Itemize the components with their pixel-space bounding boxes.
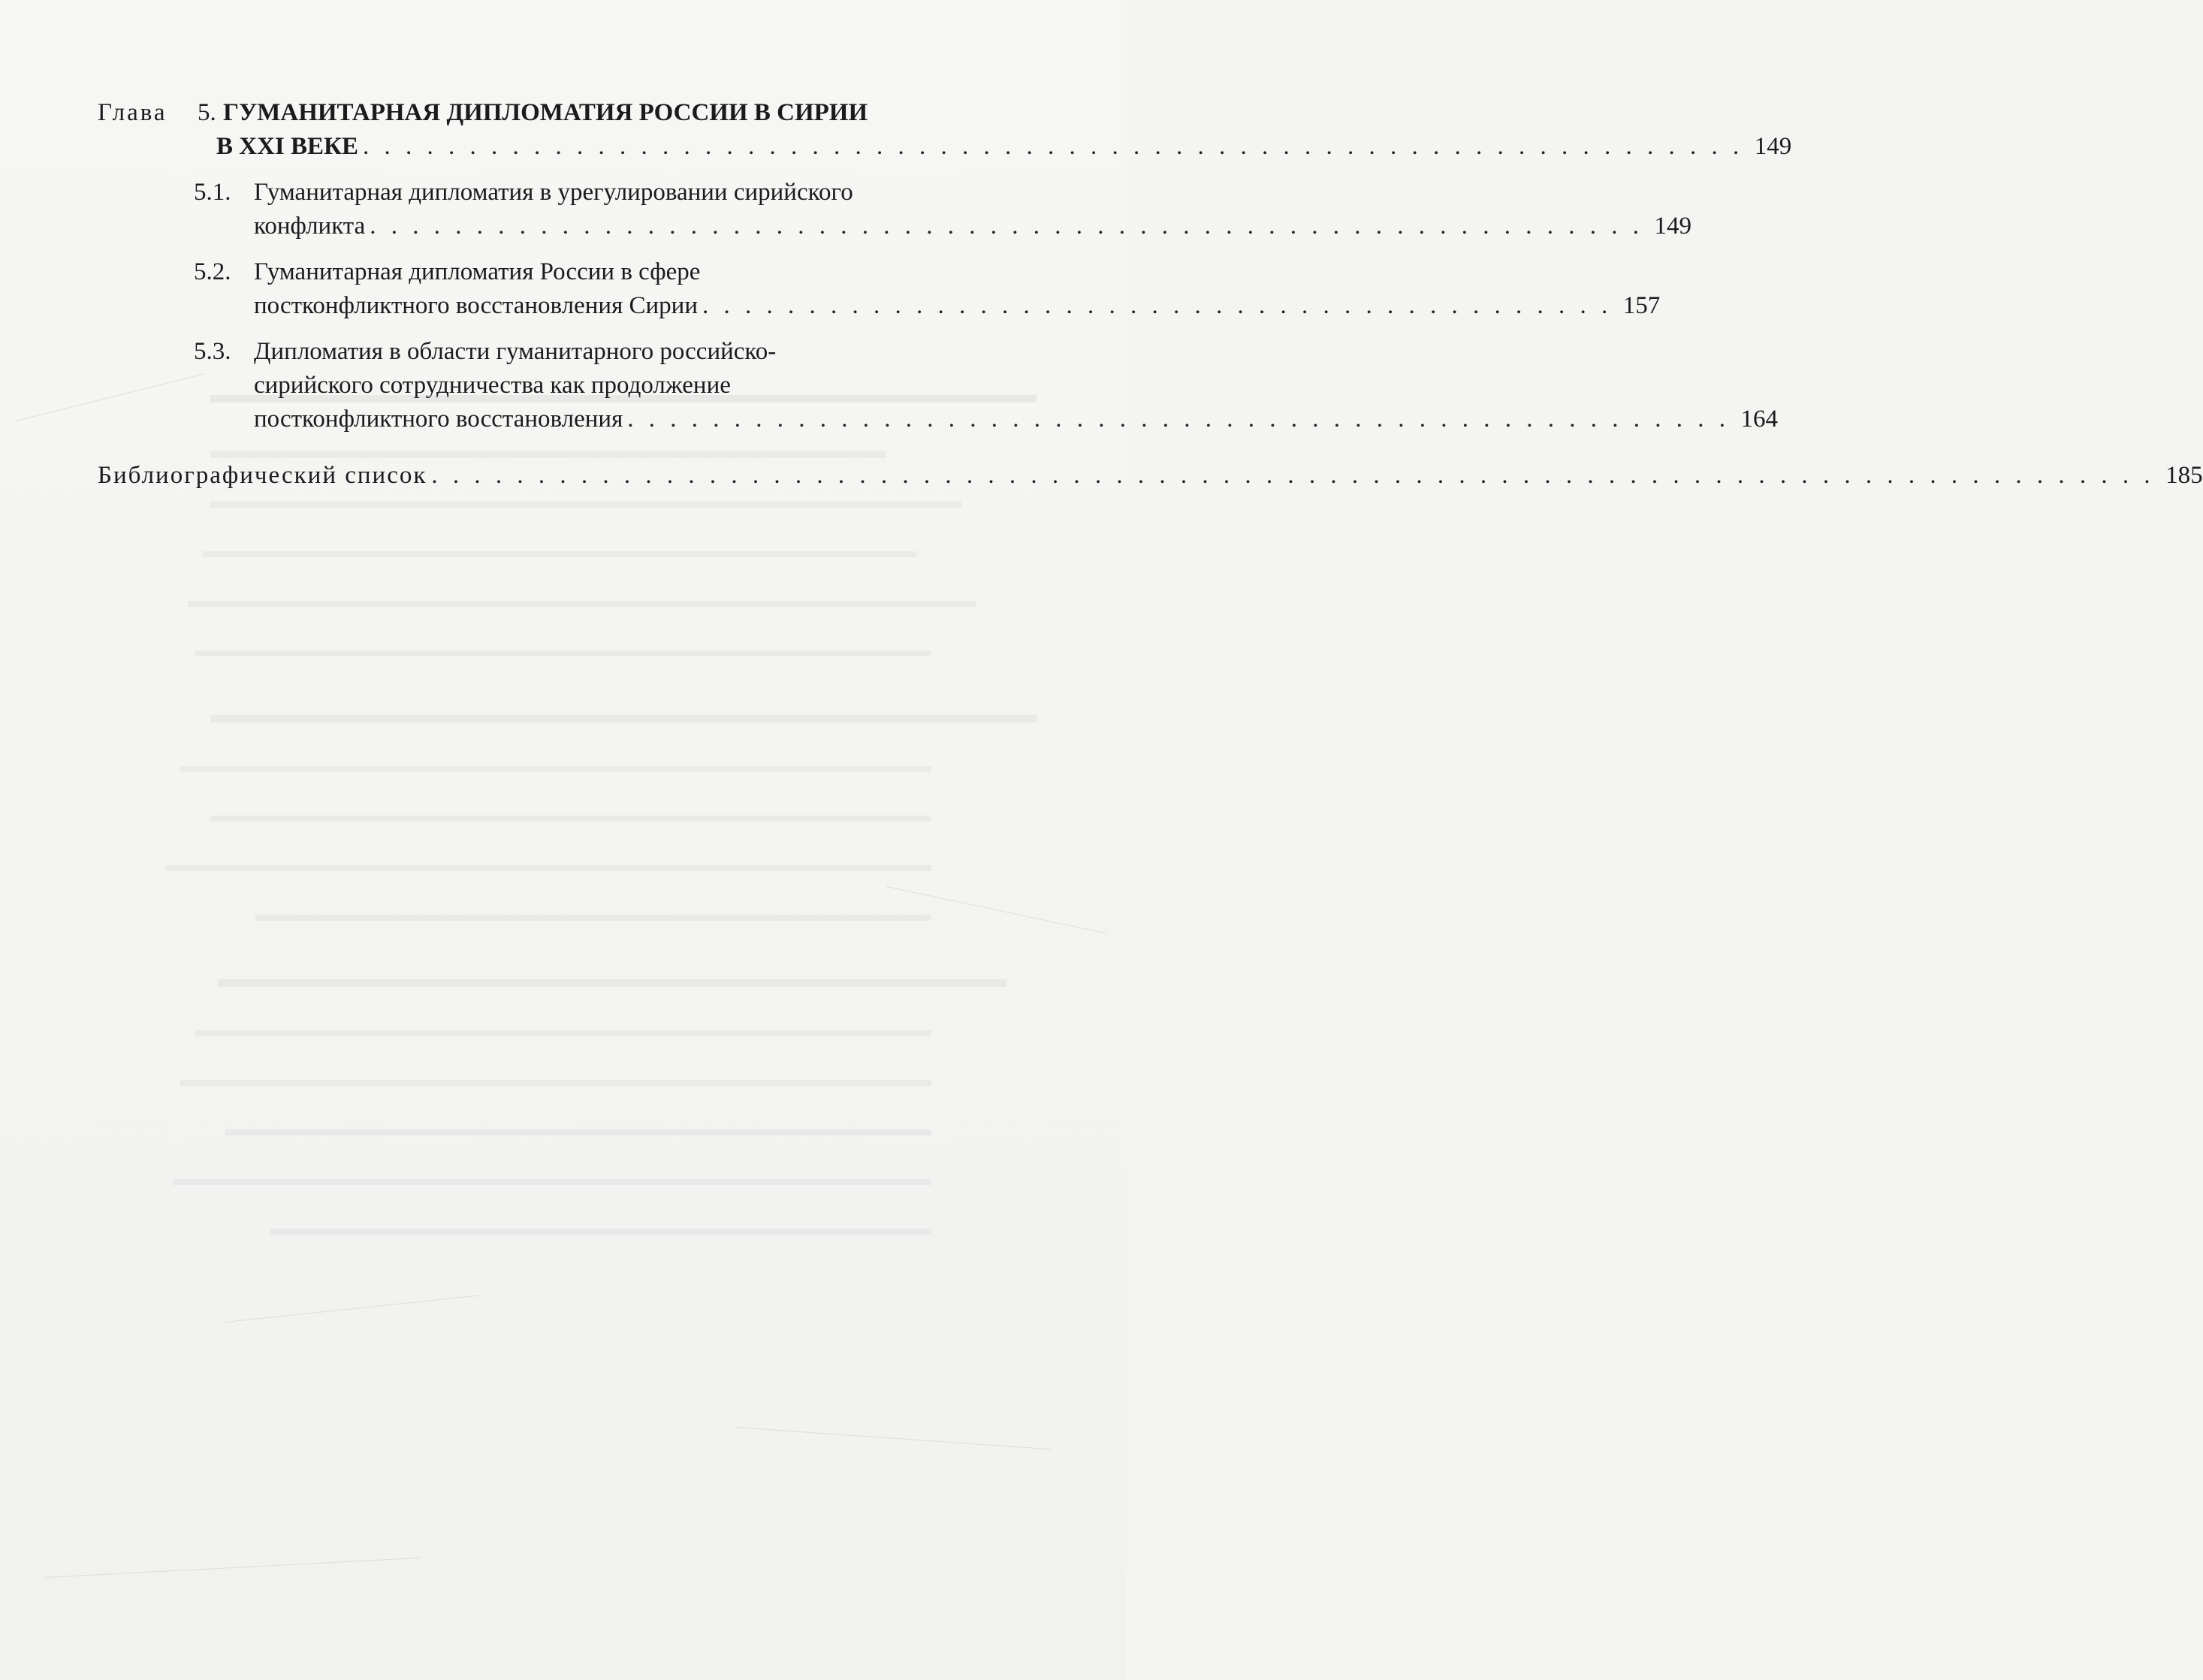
reverse-side-show-through — [105, 360, 1037, 1248]
section-number: 5.2. — [194, 258, 231, 285]
leader-dots: . . . . . . . . . . . . . . . . . . . . . . . . . . . . . . . . . . . . . . . . . . . . . . . . . . . . . . . . . . . . . . . . . — [362, 133, 1744, 160]
section-title-line3: постконфликтного восстановления — [254, 406, 623, 433]
section-page-number: 164 — [1740, 406, 1779, 433]
chapter-number: 5. — [198, 99, 216, 126]
paper-fibre — [45, 1558, 420, 1578]
section-title-line1: Гуманитарная дипломатия в урегулировании сирийского — [254, 179, 853, 206]
paper-fibre — [225, 1295, 479, 1323]
paper-fibre — [886, 886, 1107, 934]
section-number: 5.1. — [194, 179, 231, 206]
section-title-line1: Дипломатия в области гуманитарного российско- — [254, 338, 777, 365]
leader-dots: . . . . . . . . . . . . . . . . . . . . . . . . . . . . . . . . . . . . . . . . . . . — [702, 292, 1613, 319]
section-title-line2: конфликта — [254, 213, 366, 240]
section-page-number: 157 — [1622, 292, 1661, 319]
table-of-contents — [98, 96, 2203, 493]
chapter-label: Глава — [98, 99, 167, 126]
leader-dots: . . . . . . . . . . . . . . . . . . . . . . . . . . . . . . . . . . . . . . . . . . . . . . . . . . . . . . . . . . . . . . . . . . . . . . . . . . . . . . . . . — [431, 462, 2155, 489]
leader-dots: . . . . . . . . . . . . . . . . . . . . . . . . . . . . . . . . . . . . . . . . . . . . . . . . . . . . . . . . . . . . — [370, 213, 1644, 240]
section-page-number: 149 — [1654, 213, 1692, 240]
bibliography-page-number: 185 — [2165, 462, 2203, 489]
section-title-line2: сирийского сотрудничества как продолжение — [254, 372, 731, 399]
bibliography-entry — [98, 459, 2203, 493]
chapter-page-number: 149 — [1754, 133, 1792, 160]
section-entry-5-3 — [98, 335, 1779, 436]
paper-fibre — [736, 1427, 1051, 1449]
section-entry-5-1 — [98, 176, 1692, 243]
leader-dots: . . . . . . . . . . . . . . . . . . . . . . . . . . . . . . . . . . . . . . . . . . . . . . . . . . . . — [627, 406, 1731, 433]
section-entry-5-2 — [98, 255, 1661, 323]
section-number: 5.3. — [194, 338, 231, 365]
section-title-line2: постконфликтного восстановления Сирии — [254, 292, 699, 319]
chapter-title-line1: ГУМАНИТАРНАЯ ДИПЛОМАТИЯ РОССИИ В СИРИИ — [223, 99, 868, 126]
chapter-title-continuation — [98, 130, 1792, 164]
chapter-title-line2: В XXI ВЕКЕ — [216, 133, 358, 160]
bibliography-label: Библиографический список — [98, 462, 427, 489]
section-title-line1: Гуманитарная дипломатия России в сфере — [254, 258, 701, 285]
chapter-entry — [98, 96, 1022, 130]
